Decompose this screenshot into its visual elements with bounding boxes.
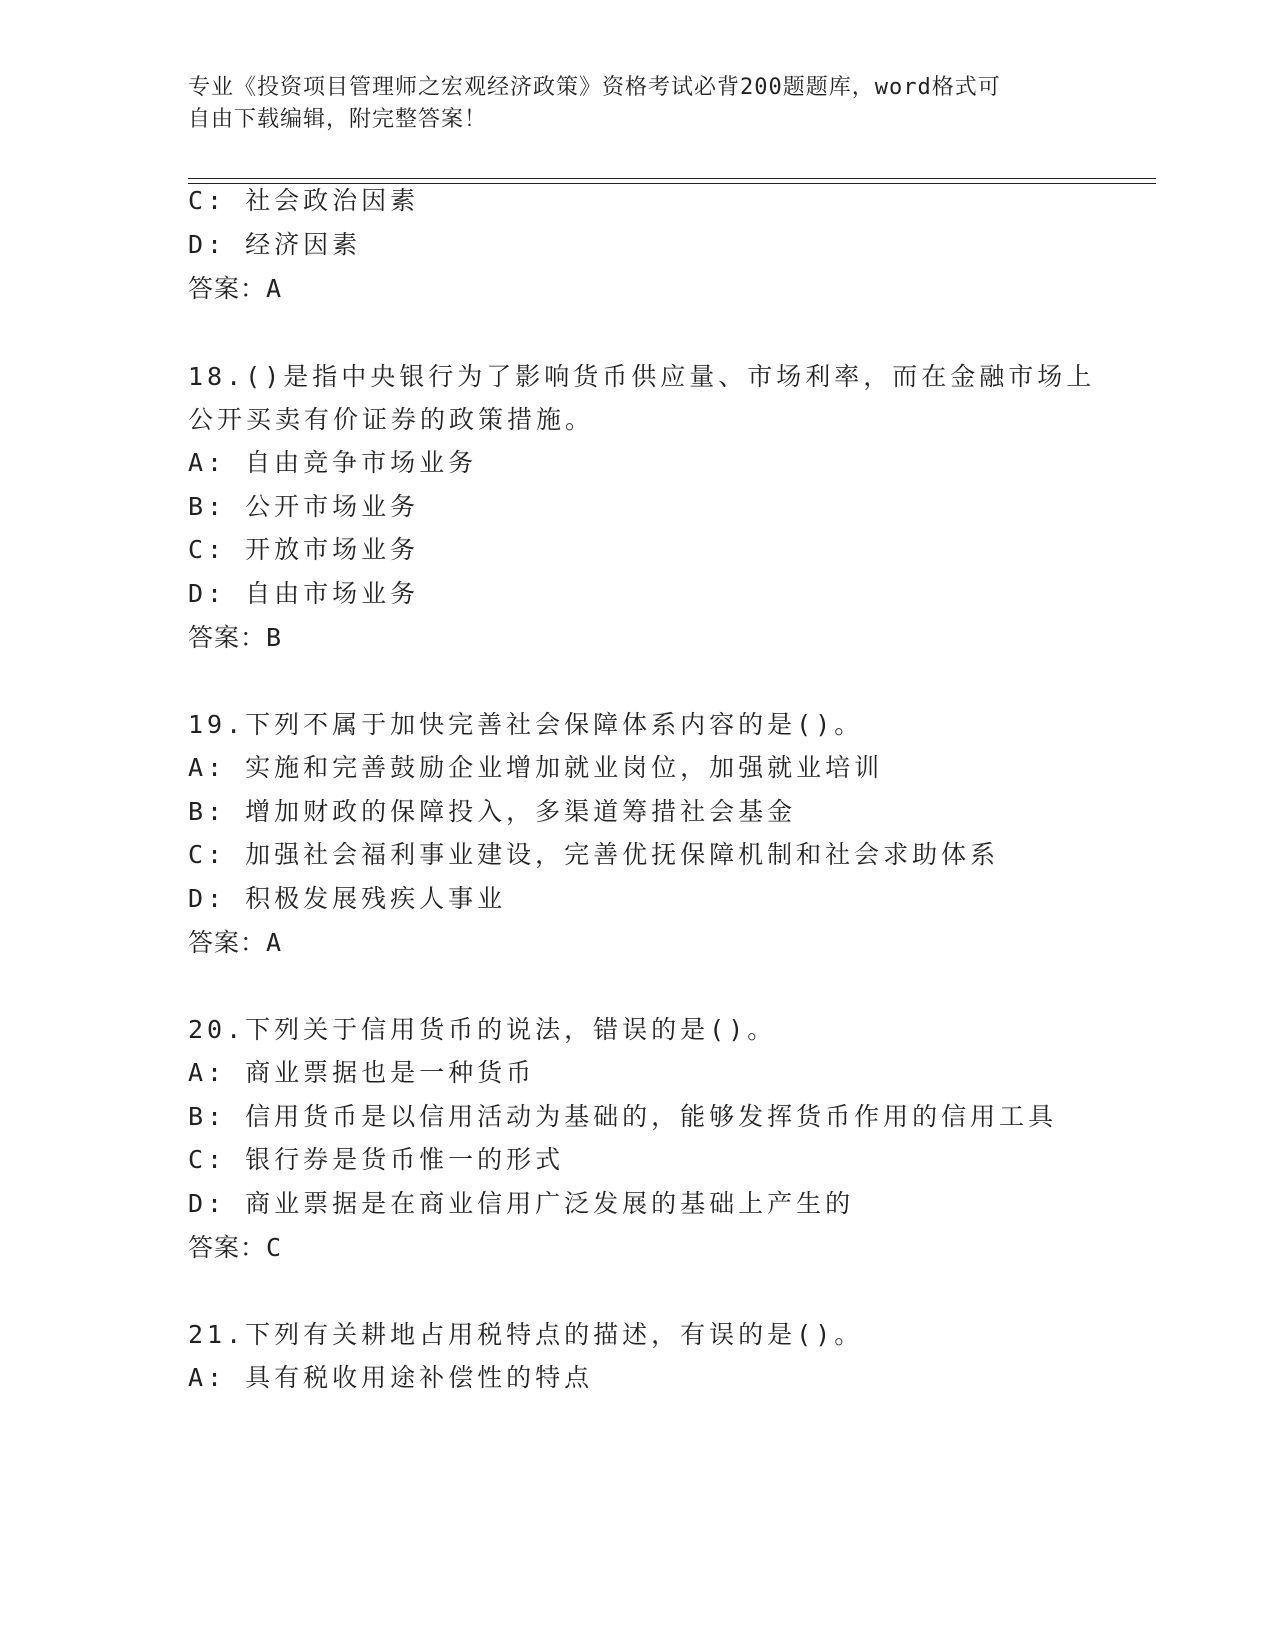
q18-answer: 答案：B <box>188 623 283 652</box>
q20-answer: 答案：C <box>188 1233 283 1262</box>
q20-option-a: A: 商业票据也是一种货币 <box>188 1058 536 1087</box>
q20-option-d: D: 商业票据是在商业信用广泛发展的基础上产生的 <box>188 1189 855 1218</box>
q19-answer: 答案：A <box>188 928 283 957</box>
header-line-1: 专业《投资项目管理师之宏观经济政策》资格考试必背200题题库，word格式可 <box>188 75 1001 100</box>
q18-option-c: C: 开放市场业务 <box>188 535 420 564</box>
q20-stem: 20.下列关于信用货币的说法，错误的是()。 <box>188 1015 777 1044</box>
document-header <box>188 72 1088 136</box>
header-line-2: 自由下载编辑，附完整答案！ <box>188 107 488 132</box>
q18-stem-line-2: 公开买卖有价证券的政策措施。 <box>188 405 595 434</box>
q19-option-b: B: 增加财政的保障投入，多渠道筹措社会基金 <box>188 797 797 826</box>
q17-option-c: C: 社会政治因素 <box>188 186 420 215</box>
q20-option-c: C: 银行券是货币惟一的形式 <box>188 1145 565 1174</box>
q19-option-d: D: 积极发展残疾人事业 <box>188 884 507 913</box>
q17-option-d: D: 经济因素 <box>188 230 362 259</box>
q20-option-b: B: 信用货币是以信用活动为基础的，能够发挥货币作用的信用工具 <box>188 1102 1058 1131</box>
q17-answer: 答案：A <box>188 274 283 303</box>
q19-option-c: C: 加强社会福利事业建设，完善优抚保障机制和社会求助体系 <box>188 840 1000 869</box>
q18-option-a: A: 自由竞争市场业务 <box>188 448 478 477</box>
q21-stem: 21.下列有关耕地占用税特点的描述，有误的是()。 <box>188 1320 864 1349</box>
q18-stem-line-1: 18.()是指中央银行为了影响货币供应量、市场利率，而在金融市场上 <box>188 362 1096 391</box>
q19-option-a: A: 实施和完善鼓励企业增加就业岗位，加强就业培训 <box>188 753 884 782</box>
q21-option-a: A: 具有税收用途补偿性的特点 <box>188 1363 594 1392</box>
q18-option-d: D: 自由市场业务 <box>188 579 420 608</box>
header-divider-top <box>188 178 1156 179</box>
q19-stem: 19.下列不属于加快完善社会保障体系内容的是()。 <box>188 710 864 739</box>
q18-option-b: B: 公开市场业务 <box>188 492 420 521</box>
